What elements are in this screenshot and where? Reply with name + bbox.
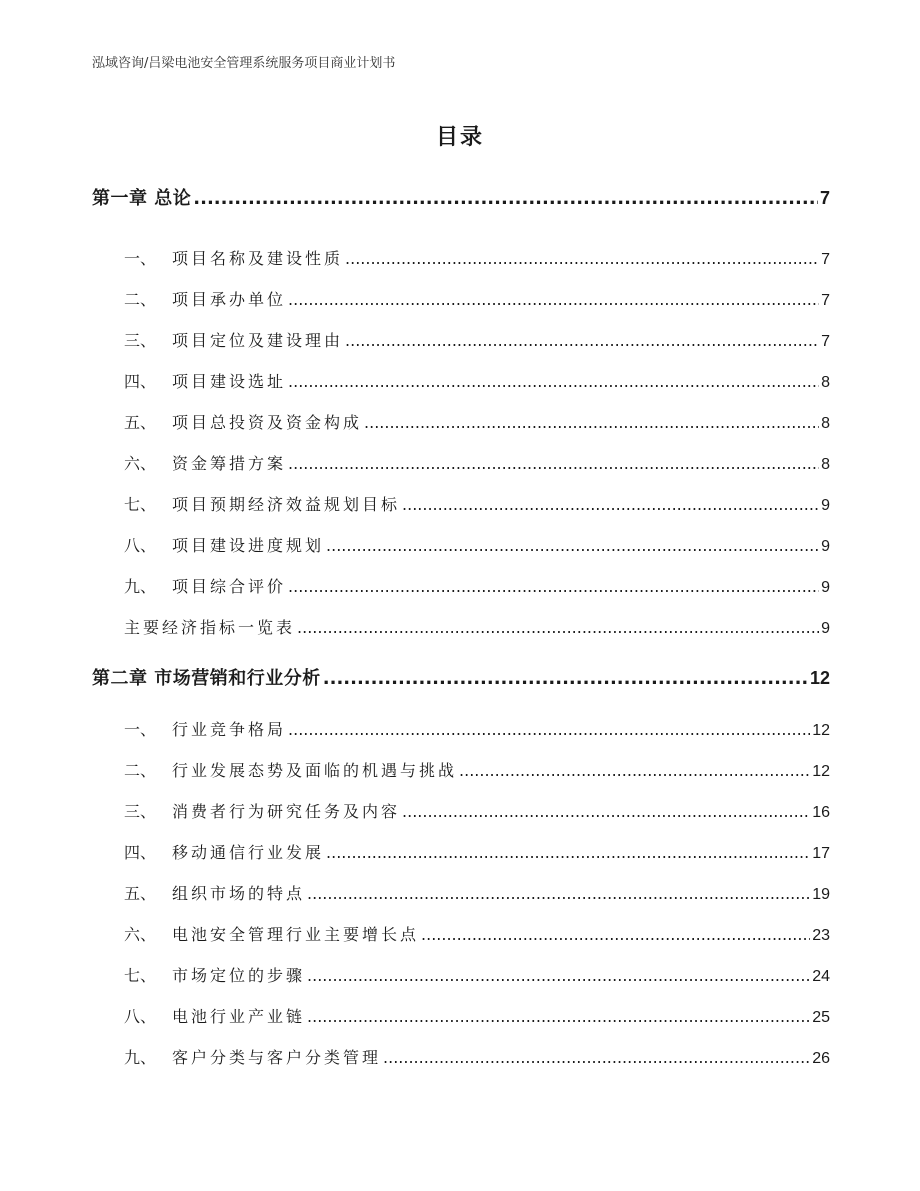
dot-leader xyxy=(345,249,819,268)
dot-leader xyxy=(297,618,819,637)
toc-title: 目录 xyxy=(435,125,484,150)
dot-leader xyxy=(288,290,819,309)
entry-number: 二、 xyxy=(124,290,157,309)
dot-leader xyxy=(288,454,819,473)
toc-entry[interactable] xyxy=(124,328,830,351)
page-number: 7 xyxy=(821,292,830,309)
toc-entry[interactable] xyxy=(124,246,830,269)
page-number: 7 xyxy=(821,251,830,268)
entry-number: 一、 xyxy=(124,249,157,268)
entry-title: 行业竞争格局 xyxy=(172,720,287,739)
entry-title: 项目预期经济效益规划目标 xyxy=(172,495,401,514)
page-number: 9 xyxy=(821,538,830,555)
entry-number: 八、 xyxy=(124,536,157,555)
entry-number: 七、 xyxy=(124,966,157,985)
entry-number: 八、 xyxy=(124,1007,157,1026)
dot-leader xyxy=(288,577,819,596)
chapter-title: 第二章 市场营销和行业分析 xyxy=(92,668,321,689)
toc-entry[interactable] xyxy=(124,369,830,392)
dot-leader xyxy=(288,372,819,391)
entry-number: 九、 xyxy=(124,1048,157,1067)
entry-number: 二、 xyxy=(124,761,157,780)
entry-number: 七、 xyxy=(124,495,157,514)
toc-entry[interactable] xyxy=(124,758,830,781)
page-number: 24 xyxy=(812,968,830,985)
entry-title: 移动通信行业发展 xyxy=(172,843,325,862)
toc-entry[interactable] xyxy=(124,615,830,638)
entry-title: 组织市场的特点 xyxy=(172,884,306,903)
entry-title: 项目建设进度规划 xyxy=(172,536,325,555)
dot-leader xyxy=(364,413,819,432)
page-number: 17 xyxy=(812,845,830,862)
page-number: 8 xyxy=(821,374,830,391)
page-number: 19 xyxy=(812,886,830,903)
toc-entry[interactable] xyxy=(124,799,830,822)
toc-entry[interactable] xyxy=(124,451,830,474)
toc-entry[interactable] xyxy=(124,1004,830,1027)
page-number: 25 xyxy=(812,1009,830,1026)
entry-number: 六、 xyxy=(124,925,157,944)
entry-title: 主要经济指标一览表 xyxy=(124,618,296,637)
toc-entry[interactable] xyxy=(124,533,830,556)
dot-leader xyxy=(288,720,810,739)
entry-number: 四、 xyxy=(124,372,157,391)
entry-number: 六、 xyxy=(124,454,157,473)
dot-leader xyxy=(326,536,819,555)
entry-title: 市场定位的步骤 xyxy=(172,966,306,985)
dot-leader xyxy=(307,884,810,903)
toc-entry[interactable] xyxy=(124,492,830,515)
page-number: 9 xyxy=(821,620,830,637)
toc-entry[interactable] xyxy=(124,840,830,863)
entry-number: 五、 xyxy=(124,413,157,432)
dot-leader xyxy=(383,1048,810,1067)
entry-title: 电池安全管理行业主要增长点 xyxy=(172,925,420,944)
page-number: 9 xyxy=(821,497,830,514)
entry-title: 项目承办单位 xyxy=(172,290,287,309)
page-number: 7 xyxy=(819,188,830,208)
toc-entry[interactable] xyxy=(124,1045,830,1068)
page-number: 12 xyxy=(812,763,830,780)
page-number: 7 xyxy=(821,333,830,350)
toc-entry[interactable] xyxy=(124,717,830,740)
page-number: 8 xyxy=(821,415,830,432)
dot-leader xyxy=(326,843,810,862)
entry-title: 项目综合评价 xyxy=(172,577,287,596)
entry-title: 客户分类与客户分类管理 xyxy=(172,1048,382,1067)
page-number: 12 xyxy=(809,668,830,688)
dot-leader xyxy=(402,495,819,514)
entry-title: 电池行业产业链 xyxy=(172,1007,306,1026)
page-number: 9 xyxy=(821,579,830,596)
entry-number: 三、 xyxy=(124,331,157,350)
entry-title: 项目名称及建设性质 xyxy=(172,249,344,268)
page-number: 23 xyxy=(812,927,830,944)
entry-title: 项目建设选址 xyxy=(172,372,287,391)
toc-entry[interactable] xyxy=(124,881,830,904)
entry-number: 九、 xyxy=(124,577,157,596)
chapter-title: 第一章 总论 xyxy=(92,188,192,209)
toc-entry[interactable] xyxy=(124,963,830,986)
toc-chapter-2[interactable] xyxy=(92,664,830,690)
dot-leader xyxy=(307,1007,810,1026)
entry-number: 一、 xyxy=(124,720,157,739)
page-number: 8 xyxy=(821,456,830,473)
toc-entry[interactable] xyxy=(124,287,830,310)
dot-leader xyxy=(307,966,810,985)
entry-title: 消费者行为研究任务及内容 xyxy=(172,802,401,821)
toc-chapter-1[interactable] xyxy=(92,184,830,210)
toc-entry[interactable] xyxy=(124,574,830,597)
toc-entry[interactable] xyxy=(124,922,830,945)
entry-number: 五、 xyxy=(124,884,157,903)
dot-leader xyxy=(402,802,810,821)
entry-number: 三、 xyxy=(124,802,157,821)
entry-title: 项目定位及建设理由 xyxy=(172,331,344,350)
page-number: 16 xyxy=(812,804,830,821)
entry-number: 四、 xyxy=(124,843,157,862)
entry-title: 行业发展态势及面临的机遇与挑战 xyxy=(172,761,458,780)
dot-leader xyxy=(345,331,819,350)
dot-leader xyxy=(323,668,808,689)
entry-title: 资金筹措方案 xyxy=(172,454,287,473)
dot-leader xyxy=(421,925,810,944)
entry-title: 项目总投资及资金构成 xyxy=(172,413,363,432)
toc-entry[interactable] xyxy=(124,410,830,433)
page-number: 12 xyxy=(812,722,830,739)
dot-leader xyxy=(193,188,818,209)
document-header: 泓域咨询/吕梁电池安全管理系统服务项目商业计划书 xyxy=(92,56,396,71)
page-number: 26 xyxy=(812,1050,830,1067)
dot-leader xyxy=(459,761,810,780)
